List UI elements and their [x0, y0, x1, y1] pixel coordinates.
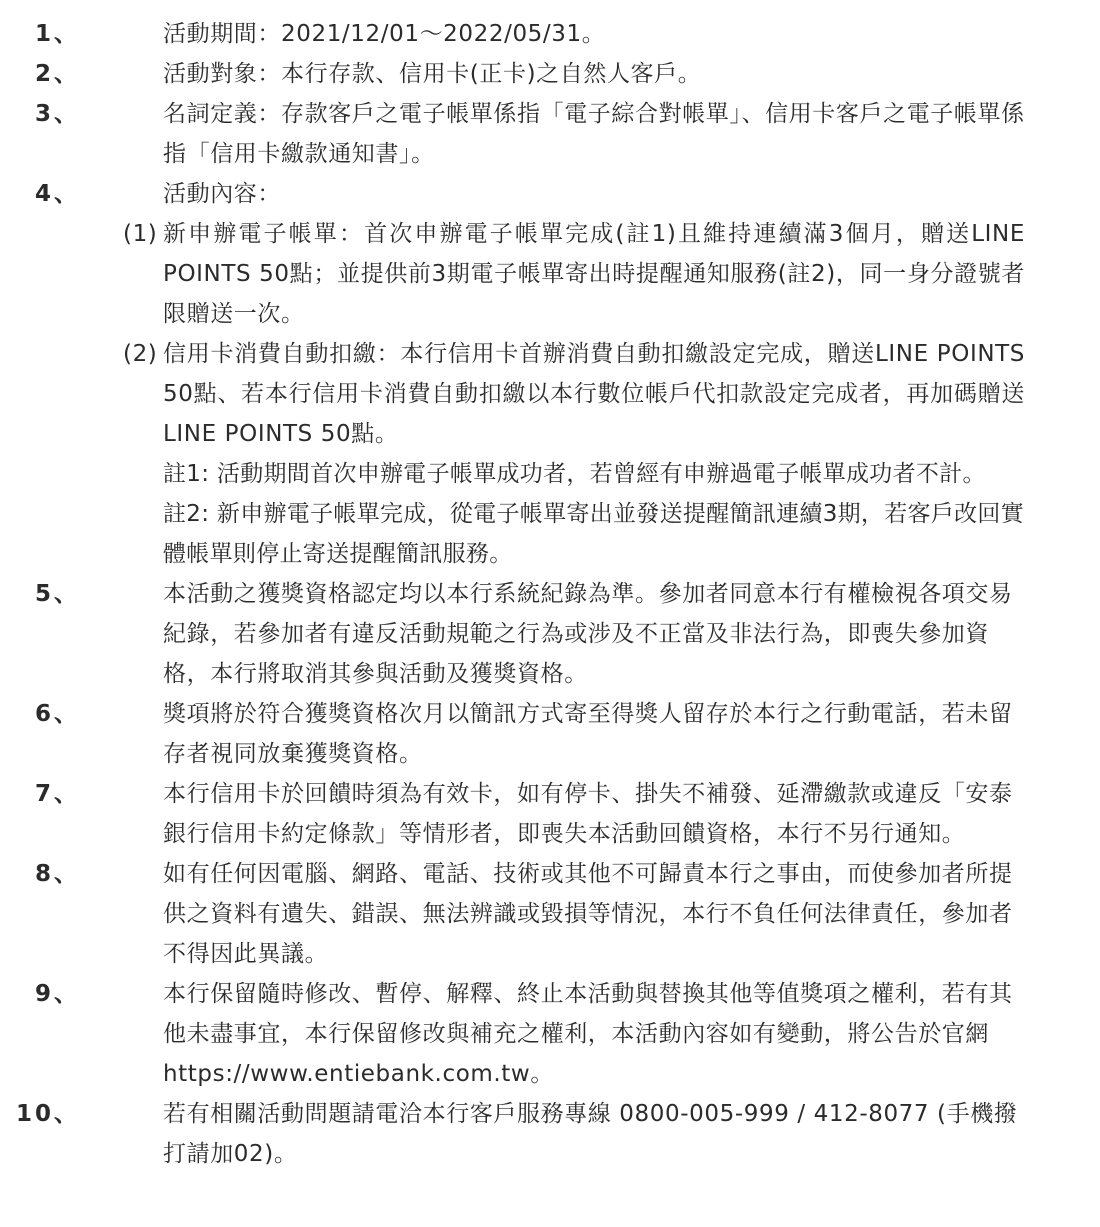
item-number: 4、	[34, 181, 80, 207]
item-text: 活動期間：2021/12/01～2022/05/31。	[163, 21, 606, 47]
item-number: 2、	[34, 61, 80, 87]
term-item-3	[0, 94, 1025, 174]
sub-item-number: (1)	[123, 221, 158, 247]
item-text: 本行信用卡於回饋時須為有效卡，如有停卡、掛失不補發、延滯繳款或違反「安泰銀行信用卡約定條款」等情形者，即喪失本活動回饋資格，本行不另行通知。	[163, 781, 1013, 847]
item-number: 8、	[34, 861, 80, 887]
item-number: 9、	[34, 981, 80, 1007]
term-item-4	[0, 174, 1025, 214]
sub-item-1	[0, 214, 1025, 334]
item-text: 本行保留隨時修改、暫停、解釋、終止本活動與替換其他等值獎項之權利，若有其他未盡事宜，本行保留修改與補充之權利，本活動內容如有變動，將公告於官網 https://www.entiebank.com.tw。	[163, 981, 1013, 1087]
term-item-2	[0, 54, 1025, 94]
term-item-10	[0, 1094, 1025, 1174]
sub-item-text: 新申辦電子帳單：首次申辦電子帳單完成(註1)且維持連續滿3個月，贈送LINE POINTS 50點；並提供前3期電子帳單寄出時提醒通知服務(註2)，同一身分證號者限贈送一次。	[163, 221, 1025, 327]
item-text: 本活動之獲獎資格認定均以本行系統紀錄為準。參加者同意本行有權檢視各項交易紀錄，若參加者有違反活動規範之行為或涉及不正當及非法行為，即喪失參加資格，本行將取消其參與活動及獲獎資格。	[163, 581, 1013, 687]
term-item-8	[0, 854, 1025, 974]
note-2: 註2: 新申辦電子帳單完成，從電子帳單寄出並發送提醒簡訊連續3期，若客戶改回實體帳單則停止寄送提醒簡訊服務。	[163, 501, 1025, 567]
term-item-7	[0, 774, 1025, 854]
item-number: 3、	[34, 101, 80, 127]
item-number: 1、	[34, 21, 80, 47]
sub-item-number: (2)	[123, 341, 158, 367]
terms-document	[0, 14, 1100, 1174]
item-text: 活動內容：	[163, 181, 281, 207]
sub-item-text: 信用卡消費自動扣繳：本行信用卡首辦消費自動扣繳設定完成，贈送LINE POINTS 50點、若本行信用卡消費自動扣繳以本行數位帳戶代扣款設定完成者，再加碼贈送LINE POINTS 50點。	[163, 341, 1025, 447]
item-number: 5、	[34, 581, 80, 607]
term-item-5	[0, 574, 1025, 694]
item-number: 6、	[34, 701, 80, 727]
item-number: 10、	[15, 1101, 80, 1127]
term-item-9	[0, 974, 1025, 1094]
item-text: 名詞定義：存款客戶之電子帳單係指「電子綜合對帳單」、信用卡客戶之電子帳單係指「信用卡繳款通知書」。	[163, 101, 1025, 167]
term-item-6	[0, 694, 1025, 774]
item-text: 活動對象：本行存款、信用卡(正卡)之自然人客戶。	[163, 61, 702, 87]
note-1: 註1: 活動期間首次申辦電子帳單成功者，若曾經有申辦過電子帳單成功者不計。	[163, 461, 986, 487]
item-text: 如有任何因電腦、網路、電話、技術或其他不可歸責本行之事由，而使參加者所提供之資料有遺失、錯誤、無法辨識或毀損等情況，本行不負任何法律責任，參加者不得因此異議。	[163, 861, 1013, 967]
term-item-1	[0, 14, 1025, 54]
item-number: 7、	[34, 781, 80, 807]
item-text: 若有相關活動問題請電洽本行客戶服務專線 0800-005-999 / 412-8077 (手機撥打請加02)。	[163, 1101, 1018, 1167]
sub-item-2	[0, 334, 1025, 454]
item-text: 獎項將於符合獲獎資格次月以簡訊方式寄至得獎人留存於本行之行動電話，若未留存者視同放棄獲獎資格。	[163, 701, 1013, 767]
